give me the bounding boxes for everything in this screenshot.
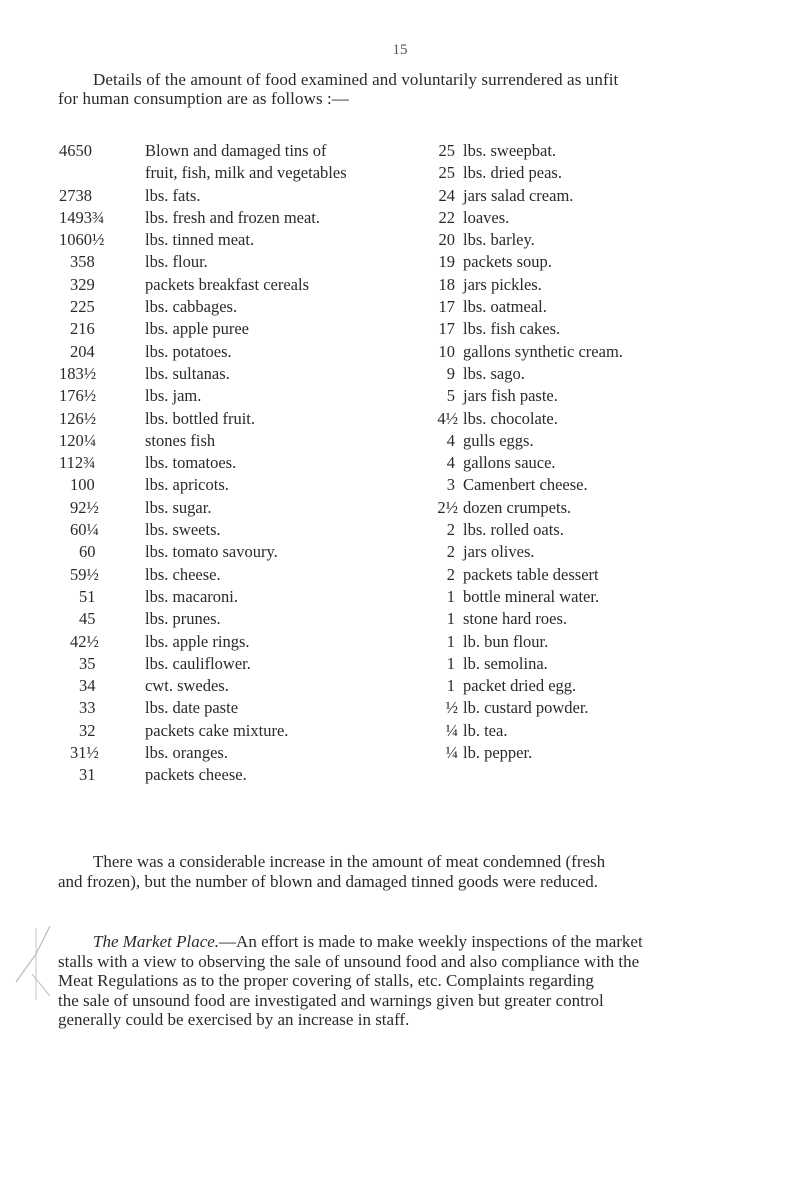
item-quantity: 35 <box>79 653 96 673</box>
right-list-item <box>405 319 795 341</box>
item-description: lbs. sago. <box>463 363 525 383</box>
left-list-item <box>55 163 415 185</box>
paragraph1-line-1: There was a considerable increase in the amount of meat condemned (fresh <box>93 852 606 871</box>
paragraph2-line-3: Meat Regulations as to the proper covering of stalls, etc. Complaints regarding <box>58 971 594 990</box>
item-description: lbs. sweepbat. <box>463 141 557 160</box>
left-list-item <box>55 654 415 676</box>
item-quantity: 100 <box>70 475 95 495</box>
left-list-item <box>55 765 415 787</box>
left-list-item <box>55 498 415 520</box>
item-description: lbs. apple rings. <box>145 631 250 651</box>
item-description: cwt. swedes. <box>145 676 229 696</box>
market-place-paragraph <box>58 932 770 1030</box>
right-list-item <box>405 609 795 631</box>
right-list-item <box>405 364 795 386</box>
right-list-item <box>405 743 795 765</box>
item-quantity: 4 <box>446 430 455 450</box>
item-quantity: 1060½ <box>59 230 105 250</box>
paragraph2-line-1-rest: —An effort is made to make weekly inspections of the market <box>219 932 643 951</box>
right-list-item <box>405 141 795 163</box>
item-quantity: 18 <box>438 274 455 294</box>
left-list-item <box>55 319 415 341</box>
item-description: lbs. dried peas. <box>463 163 562 183</box>
item-description: lbs. bottled fruit. <box>145 408 255 428</box>
item-description: lb. bun flour. <box>463 631 549 651</box>
item-quantity: 1 <box>446 586 455 606</box>
item-description: lbs. oranges. <box>145 743 228 763</box>
item-quantity: 9 <box>446 363 455 383</box>
right-list-item <box>405 542 795 564</box>
left-list-item <box>55 141 415 163</box>
item-description: lbs. apple puree <box>145 319 250 339</box>
item-quantity: 42½ <box>70 631 99 651</box>
item-quantity: ¼ <box>445 720 458 740</box>
item-description: lbs. tinned meat. <box>145 230 255 250</box>
item-quantity: 358 <box>70 252 95 272</box>
left-list-item <box>55 520 415 542</box>
item-description: Blown and damaged tins of <box>145 141 327 160</box>
item-description: jars fish paste. <box>463 386 558 406</box>
item-quantity: 1 <box>446 676 455 696</box>
paragraph2-line-2: stalls with a view to observing the sale of unsound food and also compliance with the <box>58 951 640 971</box>
item-description: lbs. macaroni. <box>145 586 239 606</box>
item-quantity: 51 <box>79 586 96 606</box>
item-quantity: 204 <box>70 341 95 361</box>
item-description: lbs. fresh and frozen meat. <box>145 207 321 227</box>
item-quantity: 4½ <box>437 408 458 428</box>
left-list-item <box>55 386 415 408</box>
paragraph2-line-5: generally could be exercised by an increase in staff. <box>58 1010 410 1029</box>
left-list-item <box>55 252 415 274</box>
item-description: lbs. sweets. <box>145 520 221 540</box>
right-list-item <box>405 698 795 720</box>
right-list-item <box>405 676 795 698</box>
item-description: lbs. tomatoes. <box>145 453 237 473</box>
item-description: packets cake mixture. <box>145 720 289 740</box>
item-quantity: 2 <box>446 520 455 540</box>
right-list-item <box>405 632 795 654</box>
item-quantity: 22 <box>438 207 455 227</box>
item-description: lbs. sultanas. <box>145 363 230 383</box>
intro-line-1: Details of the amount of food examined and voluntarily surrendered as unfit <box>93 70 619 89</box>
item-quantity: 4 <box>446 453 455 473</box>
item-description: lb. semolina. <box>463 653 548 673</box>
item-description: lbs. date paste <box>145 698 239 718</box>
item-description: lbs. flour. <box>145 252 208 272</box>
left-list-item <box>55 342 415 364</box>
right-list-item <box>405 453 795 475</box>
right-list-item <box>405 208 795 230</box>
item-quantity: 1 <box>446 653 455 673</box>
left-list-item <box>55 186 415 208</box>
item-quantity: 2 <box>446 542 455 562</box>
item-quantity: 2½ <box>437 497 458 517</box>
item-description: fruit, fish, milk and vegetables <box>145 163 347 183</box>
left-list-item <box>55 721 415 743</box>
right-list-item <box>405 520 795 542</box>
item-description: stone hard roes. <box>463 609 568 629</box>
item-description: bottle mineral water. <box>463 586 600 606</box>
item-description: lbs. cabbages. <box>145 297 238 317</box>
item-description: lbs. sugar. <box>145 497 212 517</box>
right-list-item <box>405 386 795 408</box>
right-list-item <box>405 721 795 743</box>
left-list-item <box>55 587 415 609</box>
right-list-item <box>405 498 795 520</box>
right-list-item <box>405 587 795 609</box>
left-column-list <box>55 141 415 788</box>
item-description: packets table dessert <box>463 564 599 584</box>
item-description: jars salad cream. <box>463 185 574 205</box>
right-list-item <box>405 342 795 364</box>
item-description: stones fish <box>145 430 216 450</box>
item-description: lb. pepper. <box>463 743 533 763</box>
item-quantity: 183½ <box>59 363 97 383</box>
item-quantity: 92½ <box>70 497 99 517</box>
item-quantity: 60 <box>79 542 96 562</box>
item-description: gallons sauce. <box>463 453 556 473</box>
item-quantity: 216 <box>70 319 95 339</box>
item-quantity: 4650 <box>59 141 92 160</box>
item-quantity: 24 <box>438 185 455 205</box>
item-quantity: 59½ <box>70 564 99 584</box>
left-list-item <box>55 431 415 453</box>
item-quantity: 60¼ <box>70 520 99 540</box>
left-list-item <box>55 297 415 319</box>
item-quantity: 25 <box>438 141 455 160</box>
item-quantity: 45 <box>79 609 96 629</box>
item-description: lbs. cauliflower. <box>145 653 251 673</box>
item-quantity: ½ <box>445 698 458 718</box>
intro-paragraph <box>58 70 766 108</box>
left-list-item <box>55 453 415 475</box>
item-quantity: 25 <box>438 163 455 183</box>
page-number: 15 <box>392 42 408 58</box>
meat-condemned-paragraph <box>58 852 770 892</box>
item-quantity: 1 <box>446 631 455 651</box>
left-list-item <box>55 632 415 654</box>
left-list-item <box>55 542 415 564</box>
intro-line-2: for human consumption are as follows :— <box>58 89 349 108</box>
item-quantity: 225 <box>70 297 95 317</box>
item-description: gulls eggs. <box>463 430 534 450</box>
item-quantity: 176½ <box>59 386 97 406</box>
item-description: packet dried egg. <box>463 676 577 696</box>
right-list-item <box>405 654 795 676</box>
right-list-item <box>405 475 795 497</box>
item-description: lb. tea. <box>463 720 508 740</box>
item-description: lbs. rolled oats. <box>463 520 564 540</box>
item-description: lbs. tomato savoury. <box>145 542 278 562</box>
item-description: dozen crumpets. <box>463 497 572 517</box>
left-list-item <box>55 743 415 765</box>
right-list-item <box>405 163 795 185</box>
left-list-item <box>55 676 415 698</box>
item-quantity: 3 <box>446 475 455 495</box>
item-description: packets cheese. <box>145 765 247 785</box>
item-description: lbs. apricots. <box>145 475 229 495</box>
item-quantity: 17 <box>438 319 455 339</box>
left-list-item <box>55 698 415 720</box>
paragraph2-line-4: the sale of unsound food are investigated and warnings given but greater control <box>58 990 604 1010</box>
left-list-item <box>55 409 415 431</box>
item-quantity: 31 <box>79 765 96 785</box>
left-list-item <box>55 609 415 631</box>
right-list-item <box>405 275 795 297</box>
item-quantity: 34 <box>79 676 96 696</box>
item-description: lbs. potatoes. <box>145 341 232 361</box>
right-list-item <box>405 431 795 453</box>
item-description: lb. custard powder. <box>463 698 589 718</box>
item-quantity: 126½ <box>59 408 97 428</box>
item-quantity: 17 <box>438 297 455 317</box>
right-list-item <box>405 565 795 587</box>
item-quantity: 20 <box>438 230 455 250</box>
item-quantity: 1493¾ <box>59 207 105 227</box>
right-list-item <box>405 409 795 431</box>
right-list-item <box>405 252 795 274</box>
right-list-item <box>405 186 795 208</box>
left-list-item <box>55 475 415 497</box>
item-description: loaves. <box>463 207 510 227</box>
handwritten-margin-mark-icon <box>6 924 56 1004</box>
left-list-item <box>55 275 415 297</box>
item-description: lbs. cheese. <box>145 564 221 584</box>
item-description: packets soup. <box>463 252 552 272</box>
paragraph2-line-1 <box>58 932 770 952</box>
item-quantity: 32 <box>79 720 96 740</box>
item-description: lbs. fish cakes. <box>463 319 561 339</box>
right-list-item <box>405 297 795 319</box>
left-list-item <box>55 565 415 587</box>
item-description: jars pickles. <box>463 274 542 294</box>
right-list-item <box>405 230 795 252</box>
item-description: lbs. prunes. <box>145 609 221 629</box>
item-quantity: 120¼ <box>59 430 97 450</box>
item-quantity: 31½ <box>70 743 99 763</box>
item-description: lbs. jam. <box>145 386 202 406</box>
item-description: Camenbert cheese. <box>463 475 588 495</box>
item-quantity: 2 <box>446 564 455 584</box>
item-quantity: 5 <box>446 386 455 406</box>
item-description: jars olives. <box>463 542 535 562</box>
paragraph1-line-2: and frozen), but the number of blown and damaged tinned goods were reduced. <box>58 872 599 891</box>
item-quantity: 33 <box>79 698 96 718</box>
left-list-item <box>55 230 415 252</box>
market-place-heading: The Market Place. <box>93 932 220 951</box>
item-quantity: 10 <box>438 341 455 361</box>
item-quantity: 2738 <box>59 185 92 205</box>
item-quantity: 1 <box>446 609 455 629</box>
item-quantity: ¼ <box>445 743 458 763</box>
item-quantity: 329 <box>70 274 95 294</box>
right-column-list <box>405 141 795 765</box>
item-quantity: 19 <box>438 252 455 272</box>
item-description: lbs. oatmeal. <box>463 297 547 317</box>
item-description: packets breakfast cereals <box>145 274 309 294</box>
item-description: lbs. chocolate. <box>463 408 558 428</box>
item-description: lbs. barley. <box>463 230 535 250</box>
item-description: lbs. fats. <box>145 185 201 205</box>
left-list-item <box>55 208 415 230</box>
item-description: gallons synthetic cream. <box>463 341 623 361</box>
item-quantity: 112¾ <box>59 453 96 473</box>
left-list-item <box>55 364 415 386</box>
